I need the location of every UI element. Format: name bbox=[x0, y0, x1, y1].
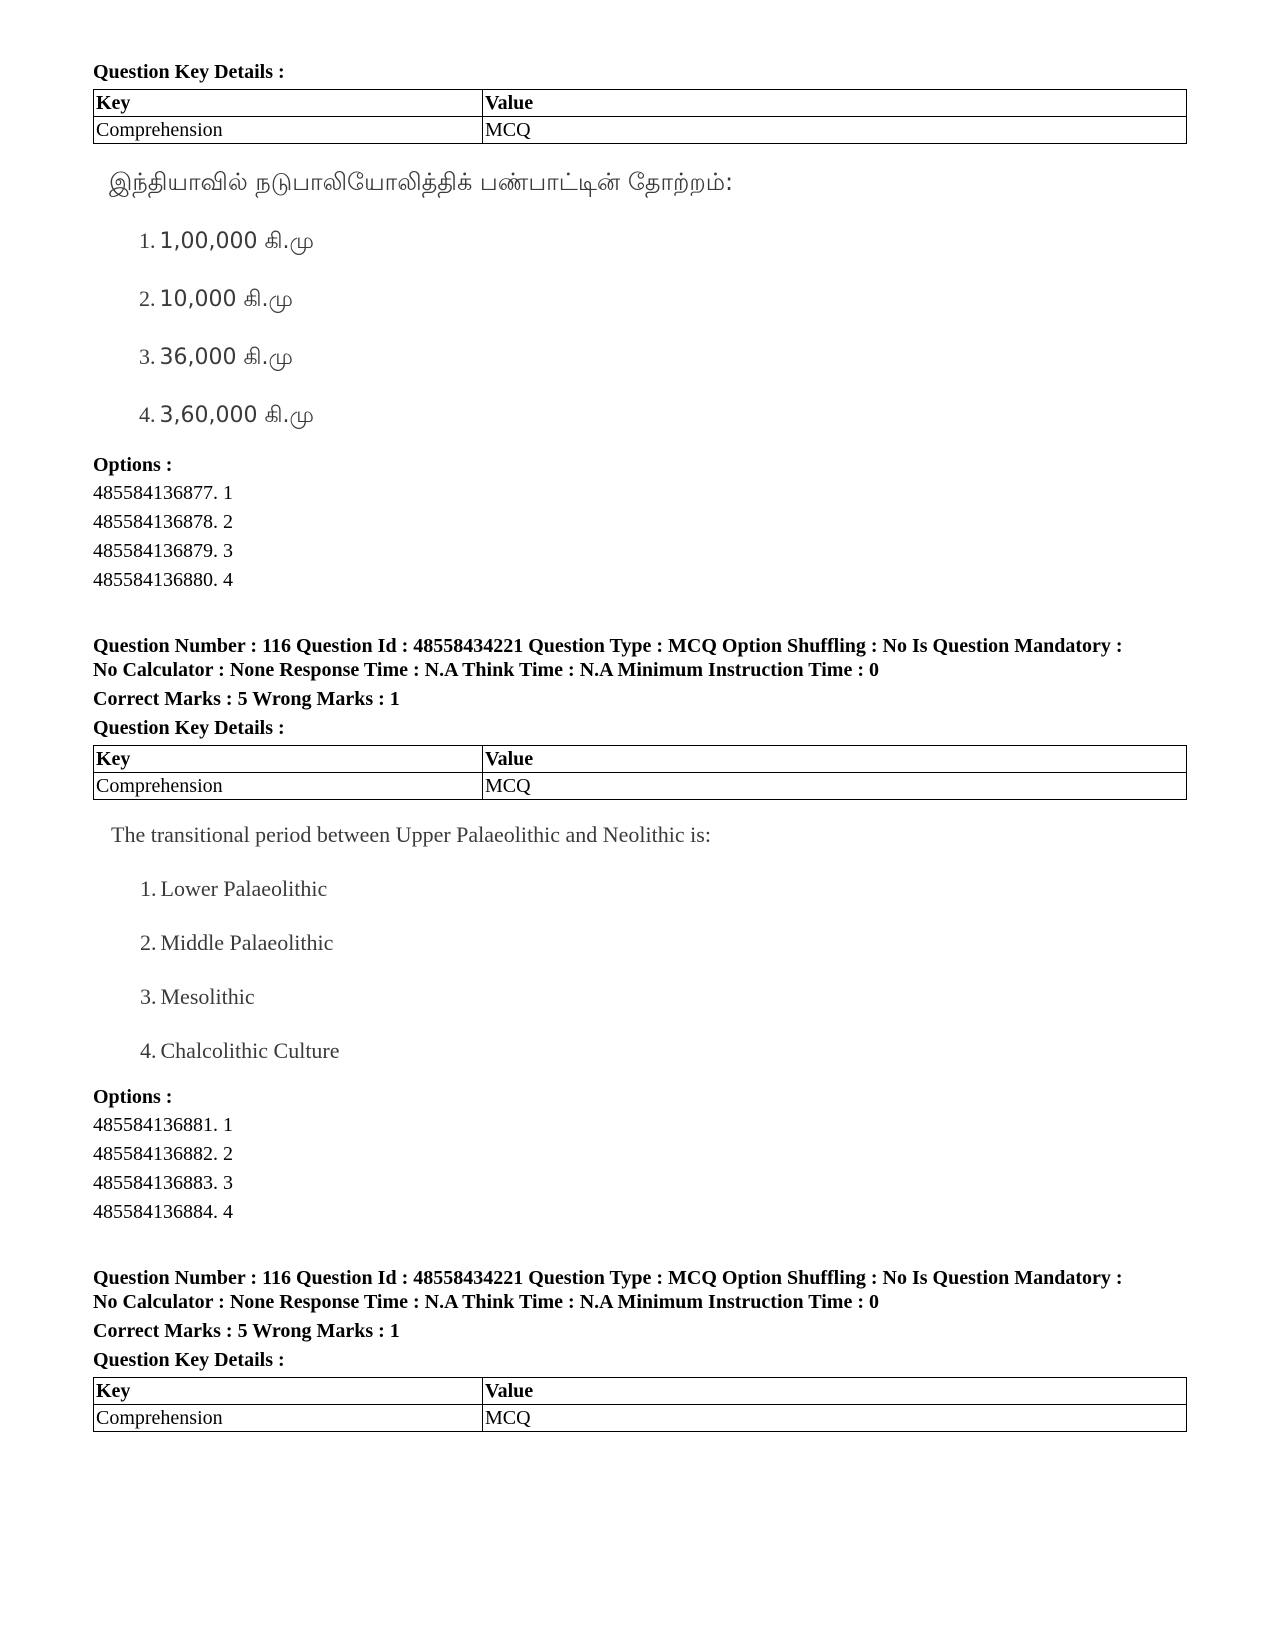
key-details-table bbox=[93, 1377, 1187, 1432]
row-value: MCQ bbox=[483, 117, 1187, 144]
header-key: Key bbox=[94, 1378, 483, 1405]
key-details-table bbox=[93, 745, 1187, 800]
option-id: 485584136880. 4 bbox=[93, 569, 233, 591]
question-meta-line: Question Number : 116 Question Id : 48558434221 Question Type : MCQ Option Shuffling : No Is Question Mandatory : bbox=[93, 1267, 1123, 1289]
option-id: 485584136878. 2 bbox=[93, 511, 233, 533]
choice-item bbox=[140, 984, 255, 1010]
question-meta-line: Question Number : 116 Question Id : 48558434221 Question Type : MCQ Option Shuffling : No Is Question Mandatory : bbox=[93, 635, 1123, 657]
choice-number: 4. bbox=[140, 1038, 157, 1063]
option-id: 485584136879. 3 bbox=[93, 540, 233, 562]
option-id: 485584136884. 4 bbox=[93, 1201, 233, 1223]
choice-item bbox=[139, 402, 314, 431]
table-header-row bbox=[94, 1378, 1187, 1405]
option-id: 485584136882. 2 bbox=[93, 1143, 233, 1165]
question-text: The transitional period between Upper Palaeolithic and Neolithic is: bbox=[111, 822, 711, 847]
choice-item bbox=[140, 1038, 340, 1064]
table-row bbox=[94, 1405, 1187, 1432]
choice-text: 1,00,000 கி.மு bbox=[159, 229, 314, 254]
option-id: 485584136881. 1 bbox=[93, 1114, 233, 1136]
row-key: Comprehension bbox=[94, 773, 483, 800]
table-row bbox=[94, 773, 1187, 800]
choice-item bbox=[139, 286, 293, 315]
option-id: 485584136883. 3 bbox=[93, 1172, 233, 1194]
row-value: MCQ bbox=[483, 1405, 1187, 1432]
options-label: Options : bbox=[93, 1086, 173, 1108]
header-key: Key bbox=[94, 90, 483, 117]
options-label: Options : bbox=[93, 454, 173, 476]
header-value: Value bbox=[483, 90, 1187, 117]
question-meta-line: No Calculator : None Response Time : N.A Think Time : N.A Minimum Instruction Time : 0 bbox=[93, 1291, 879, 1313]
choice-text: Chalcolithic Culture bbox=[160, 1038, 340, 1063]
choice-item bbox=[139, 228, 314, 257]
key-details-table bbox=[93, 89, 1187, 144]
header-key: Key bbox=[94, 746, 483, 773]
choice-item bbox=[139, 344, 293, 373]
choice-text: 10,000 கி.மு bbox=[159, 287, 293, 312]
choice-text: 3,60,000 கி.மு bbox=[159, 403, 314, 428]
key-details-label: Question Key Details : bbox=[93, 1349, 285, 1371]
marks-line: Correct Marks : 5 Wrong Marks : 1 bbox=[93, 688, 400, 710]
option-id: 485584136877. 1 bbox=[93, 482, 233, 504]
choice-item bbox=[140, 876, 327, 902]
header-value: Value bbox=[483, 746, 1187, 773]
question-meta-line: No Calculator : None Response Time : N.A Think Time : N.A Minimum Instruction Time : 0 bbox=[93, 659, 879, 681]
table-row bbox=[94, 117, 1187, 144]
choice-text: Mesolithic bbox=[160, 984, 255, 1009]
choice-item bbox=[140, 930, 333, 956]
question-text: இந்தியாவில் நடுபாலியோலித்திக் பண்பாட்டின் தோற்றம்: bbox=[109, 168, 734, 196]
choice-number: 4. bbox=[139, 402, 156, 427]
choice-number: 3. bbox=[139, 344, 156, 369]
key-details-label: Question Key Details : bbox=[93, 717, 285, 739]
row-key: Comprehension bbox=[94, 1405, 483, 1432]
table-header-row bbox=[94, 90, 1187, 117]
row-key: Comprehension bbox=[94, 117, 483, 144]
choice-text: 36,000 கி.மு bbox=[159, 345, 293, 370]
marks-line: Correct Marks : 5 Wrong Marks : 1 bbox=[93, 1320, 400, 1342]
row-value: MCQ bbox=[483, 773, 1187, 800]
choice-number: 3. bbox=[140, 984, 157, 1009]
header-value: Value bbox=[483, 1378, 1187, 1405]
choice-text: Lower Palaeolithic bbox=[160, 876, 328, 901]
choice-number: 2. bbox=[139, 286, 156, 311]
choice-number: 2. bbox=[140, 930, 157, 955]
choice-text: Middle Palaeolithic bbox=[160, 930, 334, 955]
table-header-row bbox=[94, 746, 1187, 773]
choice-number: 1. bbox=[139, 228, 156, 253]
choice-number: 1. bbox=[140, 876, 157, 901]
key-details-label: Question Key Details : bbox=[93, 61, 285, 83]
